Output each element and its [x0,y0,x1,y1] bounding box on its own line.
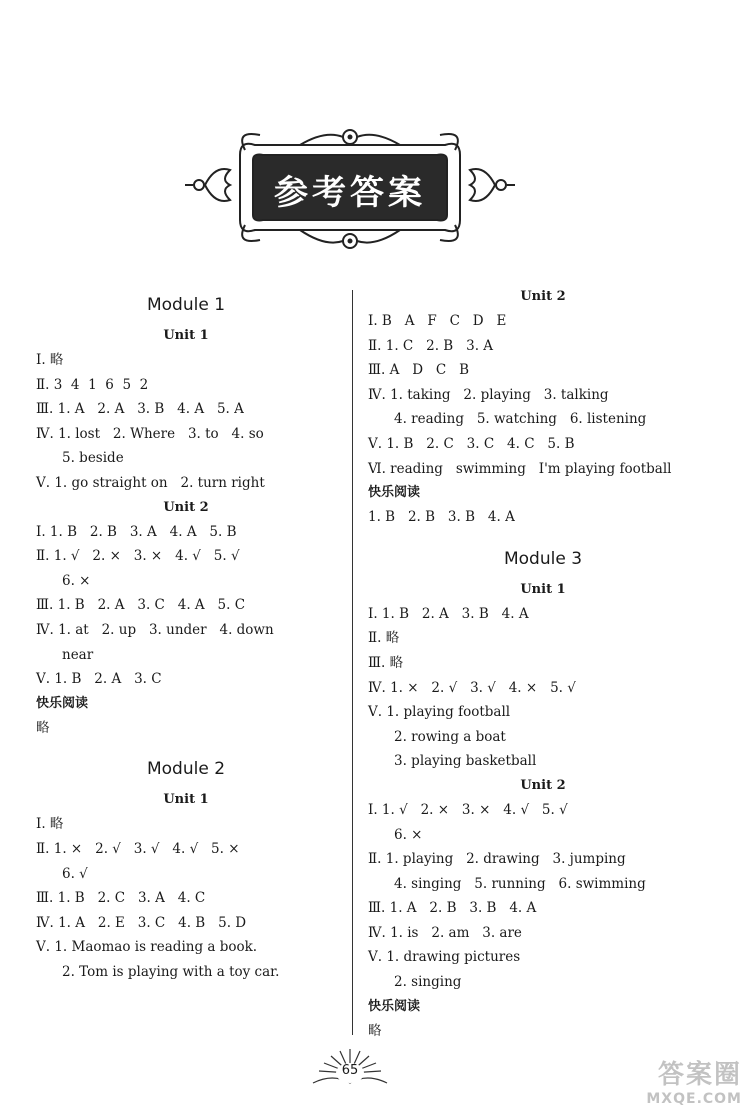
column-divider [352,290,353,1035]
page-number: 65 [341,1063,359,1078]
answer-line: Ⅴ. 1. B 2. A 3. C [36,671,162,688]
happy-reading-label: 快乐阅读 [368,998,421,1014]
unit-2-title: Unit 2 [163,499,209,515]
answer-line: 2. singing [394,974,462,991]
answer-line: 6. √ [62,865,88,882]
answer-line: Ⅳ. 1. lost 2. Where 3. to 4. so [36,425,264,442]
answer-line: Ⅳ. 1. taking 2. playing 3. talking [368,386,609,403]
answer-line: Ⅲ. 略 [368,654,404,671]
answer-line: 1. B 2. B 3. B 4. A [368,509,515,526]
answer-line: Ⅱ. 3 4 1 6 5 2 [36,376,149,393]
happy-reading-label: 快乐阅读 [36,695,89,711]
happy-reading-label: 快乐阅读 [368,485,421,501]
answer-line: Ⅲ. A D C B [368,362,470,379]
answer-line: Ⅱ. 1. C 2. B 3. A [368,337,494,354]
answer-line: Ⅳ. 1. at 2. up 3. under 4. down [36,621,274,638]
answer-line: Ⅴ. 1. drawing pictures [368,949,521,966]
answer-line: 4. singing 5. running 6. swimming [394,875,646,892]
title-banner [185,125,515,255]
unit-1-title: Unit 1 [163,792,209,808]
answer-line: Ⅲ. 1. A 2. B 3. B 4. A [368,900,537,917]
page-title: 参考答案 [274,173,426,213]
answer-line: Ⅱ. 略 [368,630,400,647]
answer-line: 6. × [62,572,91,589]
answer-line: Ⅴ. 1. Maomao is reading a book. [36,939,258,956]
answer-line: Ⅱ. 1. √ 2. × 3. × 4. √ 5. √ [36,548,240,565]
unit-1-title: Unit 1 [163,328,209,343]
answer-line: Ⅰ. 略 [36,816,64,833]
answer-line: Ⅲ. 1. A 2. A 3. B 4. A 5. A [36,401,244,418]
answer-line: Ⅰ. 1. B 2. B 3. A 4. A 5. B [36,523,237,540]
right-column [368,285,718,1043]
module-2-title: Module 2 [146,759,226,780]
answer-line: Ⅱ. 1. playing 2. drawing 3. jumping [368,851,626,868]
unit-1-title: Unit 1 [520,581,566,597]
watermark-main: 答案圈 [657,1060,742,1090]
answer-line: 5. beside [62,450,124,467]
answer-line: 4. reading 5. watching 6. listening [394,411,647,428]
unit-2-title: Unit 2 [520,289,566,304]
answer-line: Ⅳ. 1. × 2. √ 3. √ 4. × 5. √ [368,679,576,696]
answer-line: near [62,646,94,663]
answer-line: Ⅴ. 1. go straight on 2. turn right [36,474,265,491]
answer-line: 3. playing basketball [394,753,537,770]
answer-line: Ⅵ. reading swimming I'm playing football [368,460,672,477]
page-number-block [305,1043,395,1088]
answer-line: Ⅰ. B A F C D E [368,313,507,329]
left-column [36,290,336,984]
module-3-title: Module 3 [503,548,583,569]
answer-line: Ⅰ. 1. √ 2. × 3. × 4. √ 5. √ [368,801,568,818]
watermark [602,1060,742,1110]
answer-line: Ⅴ. 1. B 2. C 3. C 4. C 5. B [368,435,575,452]
answer-line: Ⅰ. 1. B 2. A 3. B 4. A [368,605,529,622]
answer-line: Ⅲ. 1. B 2. C 3. A 4. C [36,890,206,907]
answer-line: Ⅳ. 1. is 2. am 3. are [368,924,522,941]
answer-line: 2. Tom is playing with a toy car. [62,963,280,980]
answer-line: Ⅱ. 1. × 2. √ 3. √ 4. √ 5. × [36,840,240,857]
answer-line: Ⅰ. 略 [36,352,64,368]
watermark-url: MXQE.COM [646,1091,742,1107]
answer-line: 2. rowing a boat [394,728,506,745]
module-1-title: Module 1 [146,295,226,315]
answer-line: Ⅳ. 1. A 2. E 3. C 4. B 5. D [36,914,247,931]
answer-line: Ⅲ. 1. B 2. A 3. C 4. A 5. C [36,597,246,614]
answer-line: 6. × [394,826,423,843]
unit-2-title: Unit 2 [520,777,566,793]
answer-line: 略 [368,1022,382,1039]
answer-line: Ⅴ. 1. playing football [368,704,511,721]
answer-line: 略 [36,719,50,736]
